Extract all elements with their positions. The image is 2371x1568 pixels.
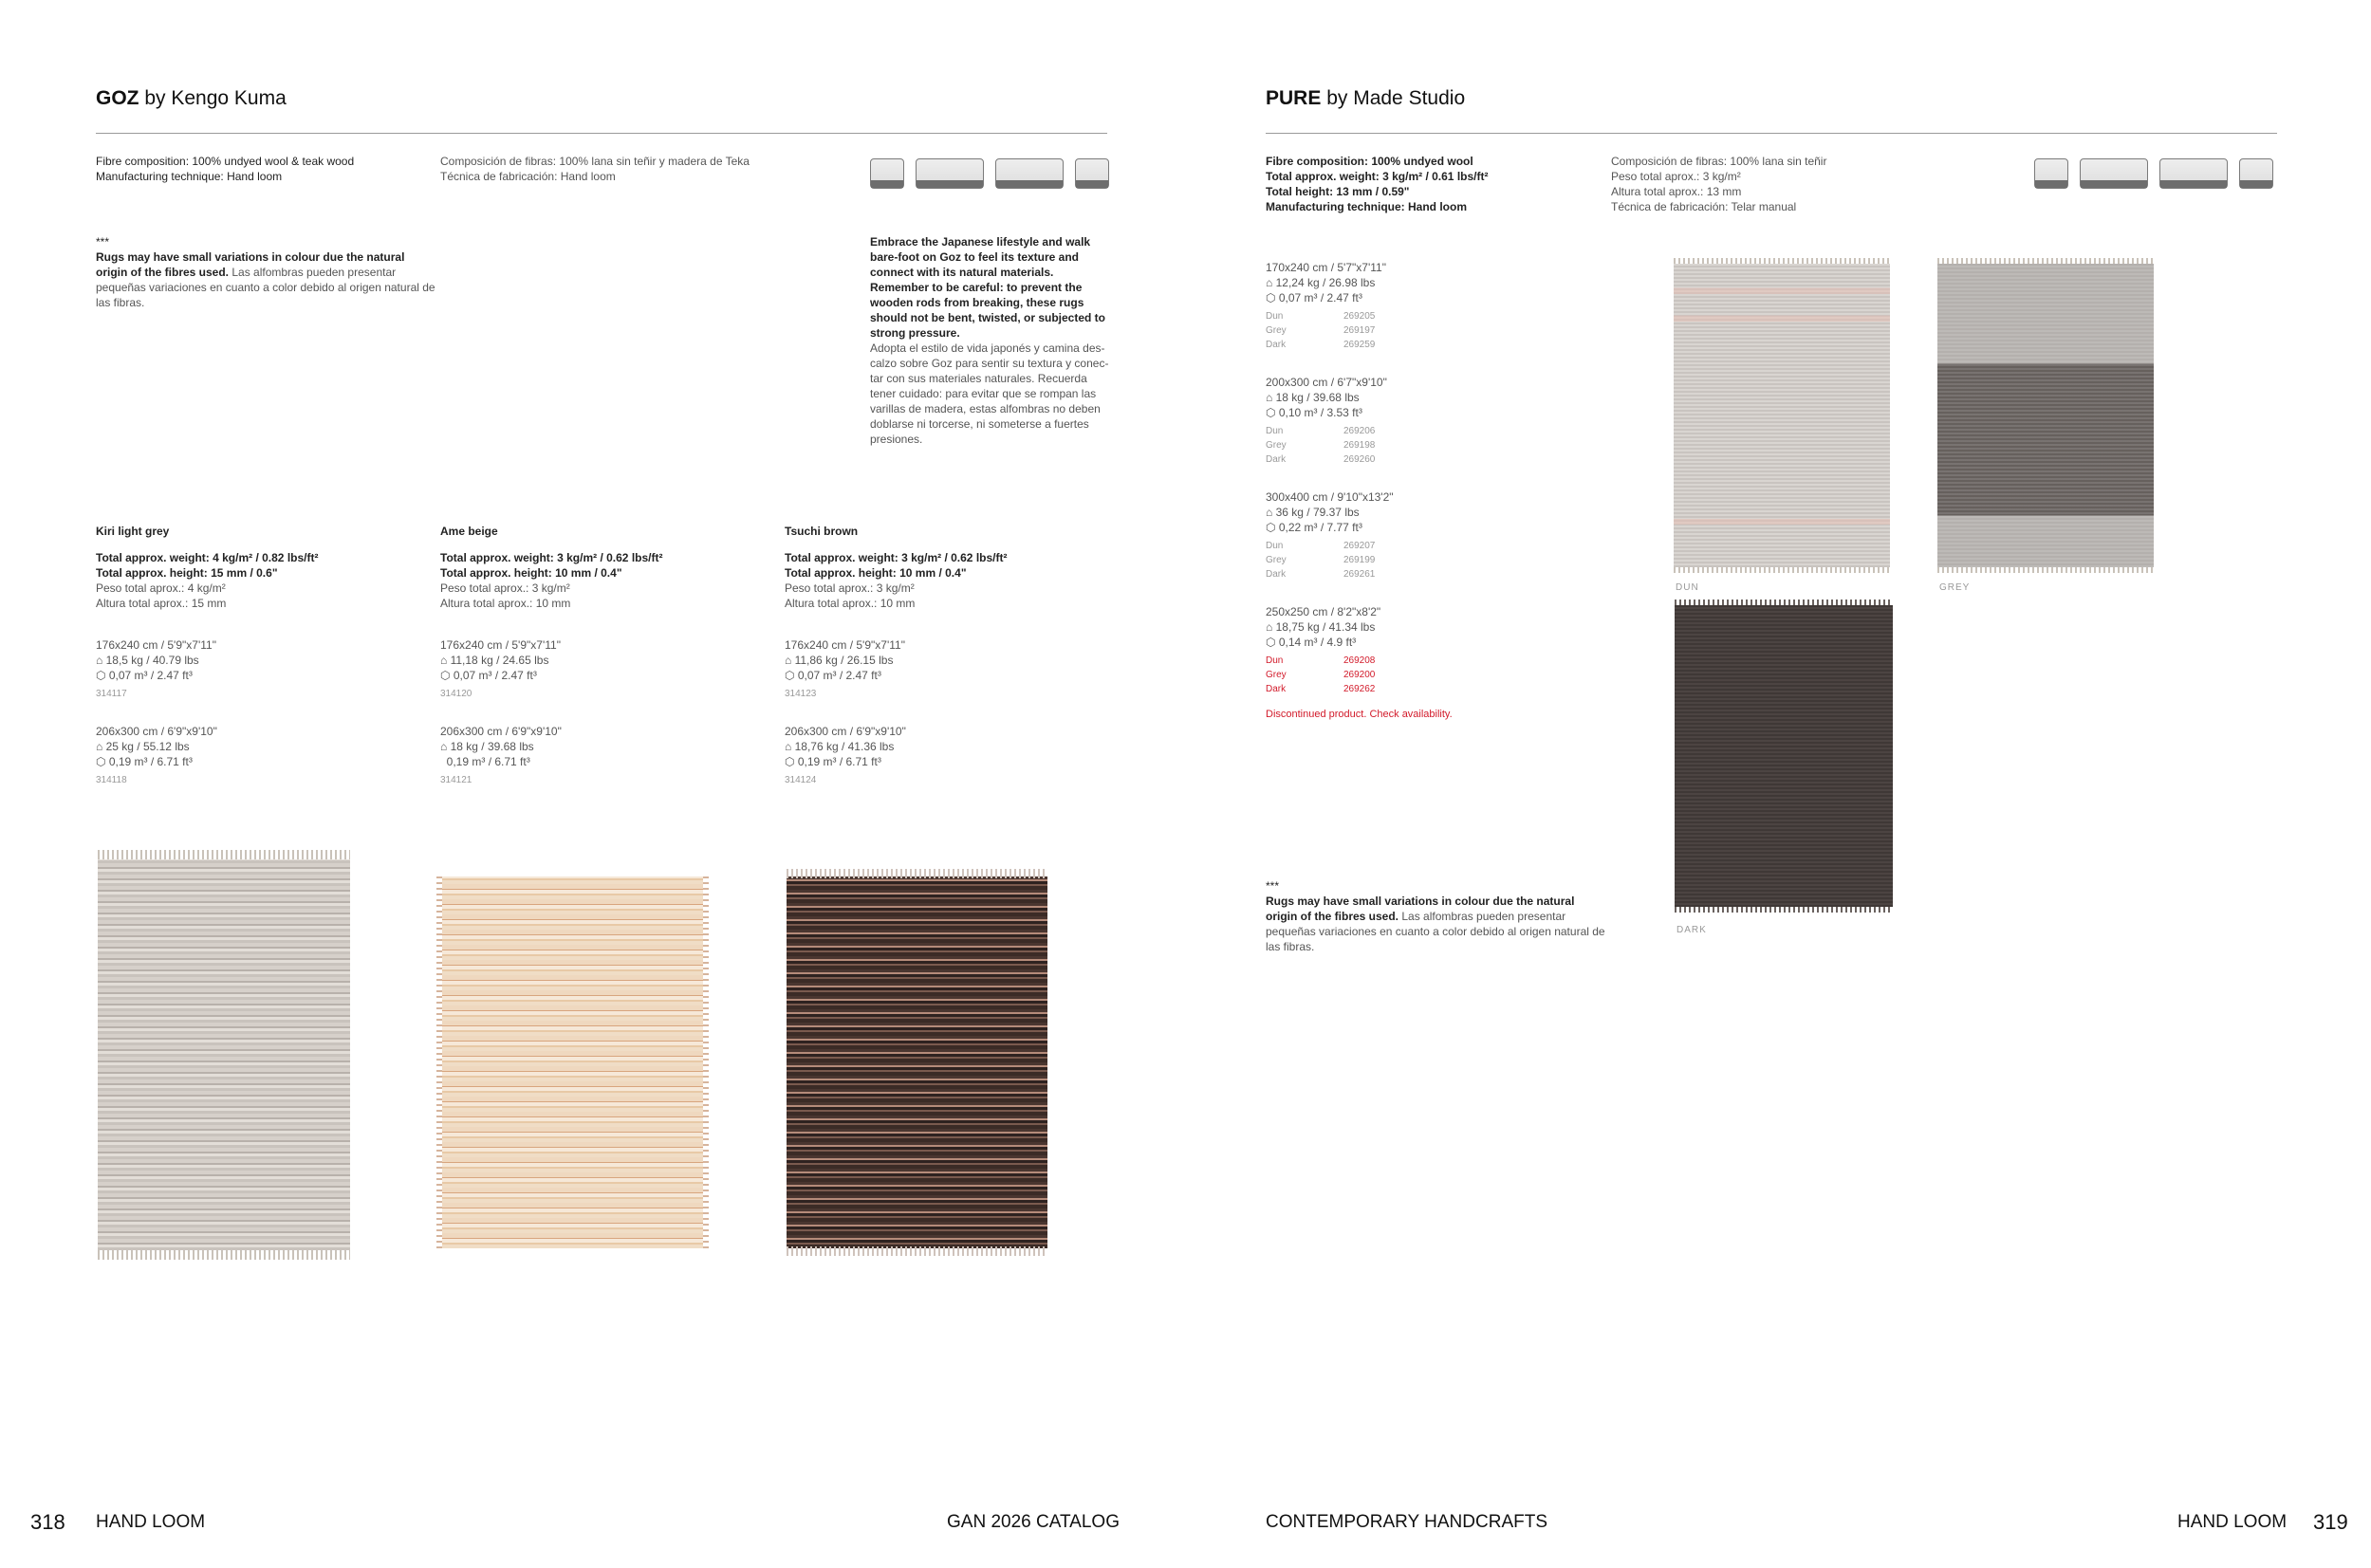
pure-dark-rug-image: [1675, 605, 1893, 907]
fire-rating-icon: [870, 158, 904, 189]
commercial-use-icon: [995, 158, 1064, 189]
indoor-use-icon: [916, 158, 984, 189]
cleaning-icon: [2239, 158, 2273, 189]
left-footer-section: HAND LOOM: [96, 1512, 206, 1532]
swatch-label-dark: DARK: [1676, 925, 1707, 935]
discontinued-notice: Discontinued product. Check availability.: [1266, 709, 1453, 720]
indoor-use-icon: [2080, 158, 2148, 189]
pure-note: *** Rugs may have small variations in colour due the natural origin of the fibres used. Las alfombras pueden presentar pequeñas variaciones en cuanto a color debido al origen natural de las fibras.: [1266, 879, 1605, 953]
cleaning-icon: [1075, 158, 1109, 189]
product-tsuchi: Tsuchi brown Total approx. weight: 3 kg/m² / 0.62 lbs/ft² Total approx. height: 10 mm / 0.4" Peso total aprox.: 3 kg/m² Altura total aprox.: 10 mm 176x240 cm / 5'9"x7'11" ⌂ 11,86 kg / 26.15 lbs ⬡ 0,07 m³ / 2.47 ft³ 314123 206x300 cm / 6'9"x9'10" ⌂ 18,76 kg / 41.36 lbs ⬡ 0,19 m³ / 6.71 ft³ 314124: [785, 525, 1008, 785]
pure-size-2: 200x300 cm / 6'7"x9'10" ⌂ 18 kg / 39.68 lbs ⬡ 0,10 m³ / 3.53 ft³ Dun 269206 Grey 269198 Dark 269260: [1266, 376, 1387, 465]
left-page-number: 318: [30, 1510, 65, 1534]
right-top-rule: [1266, 133, 2277, 134]
right-footer-section: CONTEMPORARY HANDCRAFTS: [1266, 1512, 1547, 1532]
pure-size-list: [1266, 260, 1550, 722]
goz-title: GOZ by Kengo Kuma: [96, 87, 287, 109]
tsuchi-rug-image: [787, 876, 1047, 1248]
product-ame: Ame beige Total approx. weight: 3 kg/m² / 0.62 lbs/ft² Total approx. height: 10 mm / 0.4" Peso total aprox.: 3 kg/m² Altura total aprox.: 10 mm 176x240 cm / 5'9"x7'11" ⌂ 11,18 kg / 24.65 lbs ⬡ 0,07 m³ / 2.47 ft³ 314120 206x300 cm / 6'9"x9'10" ⌂ 18 kg / 39.68 lbs 0,19 m³ / 6.71 ft³ 314121: [440, 525, 663, 785]
pure-spec-es: Composición de fibras: 100% lana sin teñir Peso total aprox.: 3 kg/m² Altura total aprox.: 13 mm Técnica de fabricación: Telar manual: [1611, 155, 1827, 213]
pure-size-4: 250x250 cm / 8'2"x8'2" ⌂ 18,75 kg / 41.34 lbs ⬡ 0,14 m³ / 4.9 ft³ Dun 269208 Grey 269200 Dark 269262 Discontinued product. Check availability.: [1266, 604, 1550, 722]
right-footer-category: HAND LOOM: [2177, 1512, 2288, 1532]
right-page-number: 319: [2313, 1510, 2348, 1534]
pure-size-1: 170x240 cm / 5'7"x7'11" ⌂ 12,24 kg / 26.98 lbs ⬡ 0,07 m³ / 2.47 ft³ Dun 269205 Grey 269197 Dark 269259: [1266, 261, 1386, 350]
commercial-use-icon: [2159, 158, 2228, 189]
pure-dun-rug-image: [1674, 264, 1890, 567]
kiri-rug-image: [98, 859, 350, 1250]
product-kiri: Kiri light grey Total approx. weight: 4 kg/m² / 0.82 lbs/ft² Total approx. height: 15 mm / 0.6" Peso total aprox.: 4 kg/m² Altura total aprox.: 15 mm 176x240 cm / 5'9"x7'11" ⌂ 18,5 kg / 40.79 lbs ⬡ 0,07 m³ / 2.47 ft³ 314117 206x300 cm / 6'9"x9'10" ⌂ 25 kg / 55.12 lbs ⬡ 0,19 m³ / 6.71 ft³ 314118: [96, 525, 319, 785]
swatch-label-dun: DUN: [1676, 582, 1699, 593]
goz-note: *** Rugs may have small variations in colour due the natural origin of the fibres used. Las alfombras pueden presentar pequeñas variaciones en cuanto a color debido al origen natural de las fibras.: [96, 235, 435, 309]
right-care-icons: [2034, 158, 2273, 189]
goz-description-es: Adopta el estilo de vida japonés y camina des-calzo sobre Goz para sentir su textura y conec-tar con sus materiales naturales. Recuerda tener cuidado: para evitar que se rompan las varillas de madera, estas alfombras no deben doblarse ni torcerse, ni someterse a fuertes presiones.: [870, 341, 1109, 446]
swatch-label-grey: GREY: [1939, 582, 1971, 593]
ame-rug-image: [442, 876, 703, 1248]
pure-grey-rug-image: [1937, 264, 2154, 567]
pure-title: PURE by Made Studio: [1266, 87, 1466, 109]
pure-size-3: 300x400 cm / 9'10"x13'2" ⌂ 36 kg / 79.37 lbs ⬡ 0,22 m³ / 7.77 ft³ Dun 269207 Grey 269199 Dark 269261: [1266, 490, 1394, 580]
fire-rating-icon: [2034, 158, 2068, 189]
goz-spec-es: Composición de fibras: 100% lana sin teñir y madera de Teka Técnica de fabricación: Hand loom: [440, 155, 750, 183]
pure-spec-en: Fibre composition: 100% undyed wool Total approx. weight: 3 kg/m² / 0.61 lbs/ft² Total height: 13 mm / 0.59" Manufacturing technique: Hand loom: [1266, 155, 1489, 213]
left-footer-catalog: GAN 2026 CATALOG: [947, 1512, 1120, 1532]
left-care-icons: [870, 158, 1109, 189]
goz-spec-en: Fibre composition: 100% undyed wool & teak wood Manufacturing technique: Hand loom: [96, 155, 355, 183]
goz-description-en: Embrace the Japanese lifestyle and walk bare-foot on Goz to feel its texture and connect with its natural materials. Remember to be careful: to prevent the wooden rods from breaking, these rugs should not be bent, twisted, or subjected to strong pressure.: [870, 235, 1106, 340]
left-top-rule: [96, 133, 1107, 134]
